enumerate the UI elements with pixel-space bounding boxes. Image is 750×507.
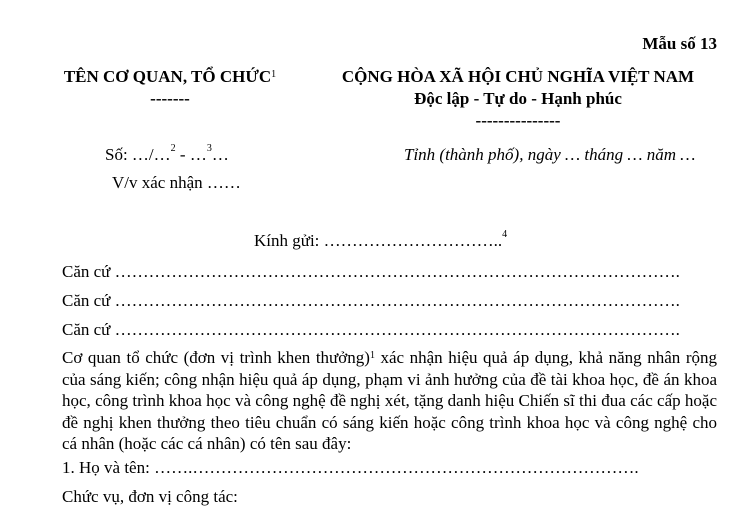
footnote-mark: 2 xyxy=(170,143,176,154)
footnote-mark: 3 xyxy=(206,143,212,154)
country-name: CỘNG HÒA XÃ HỘI CHỦ NGHĨA VIỆT NAM xyxy=(341,67,695,86)
organization-name: TÊN CƠ QUAN, TỔ CHỨC$^1$ xyxy=(63,67,277,86)
legal-basis-line: Căn cứ ………………………………………………………………………………………. xyxy=(62,320,680,339)
legal-basis-line: Căn cứ ………………………………………………………………………………………. xyxy=(62,291,680,310)
motto-divider: --------------- xyxy=(475,111,561,130)
position-field-line: Chức vụ, đơn vị công tác: xyxy=(62,487,238,506)
national-motto: Độc lập - Tự do - Hạnh phúc xyxy=(414,89,622,108)
organization-divider: ------- xyxy=(150,89,190,108)
place-date-line: Tỉnh (thành phố), ngày … tháng … năm … xyxy=(404,145,696,164)
body-paragraph: Cơ quan tổ chức (đơn vị trình khen thưởng)$^1$ xác nhận hiệu quả áp dụng, khả năng nhân rộng của sáng kiến; công nhận hiệu quả áp dụng, phạm vi ảnh hưởng của đề tài khoa học, đề án khoa học, công trình khoa học và công nghệ đề nghị xét, tặng danh hiệu Chiến sĩ thi đua các cấp hoặc đề nghị khen thưởng theo tiêu chuẩn có sáng kiến hoặc công trình khoa học và công nghệ cho cá nhân (hoặc các cá nhân) có tên sau đây: xyxy=(62,348,717,453)
legal-basis-line: Căn cứ ………………………………………………………………………………………. xyxy=(62,262,680,281)
document-number: Số: …/…$^2$ - …$^3$… xyxy=(105,143,229,164)
name-field-line: 1. Họ và tên: …….……………………………………………………………………. xyxy=(62,458,639,477)
form-number: Mẫu số 13 xyxy=(642,34,717,53)
footnote-mark: 4 xyxy=(502,229,508,240)
organization-header xyxy=(40,66,300,110)
document-subject: V/v xác nhận …… xyxy=(112,173,241,192)
national-header xyxy=(328,66,708,132)
footnote-mark: 1 xyxy=(271,69,277,80)
footnote-mark: 1 xyxy=(369,350,375,361)
recipient-line: Kính gửi: …………………………..$^4$ xyxy=(254,229,508,250)
